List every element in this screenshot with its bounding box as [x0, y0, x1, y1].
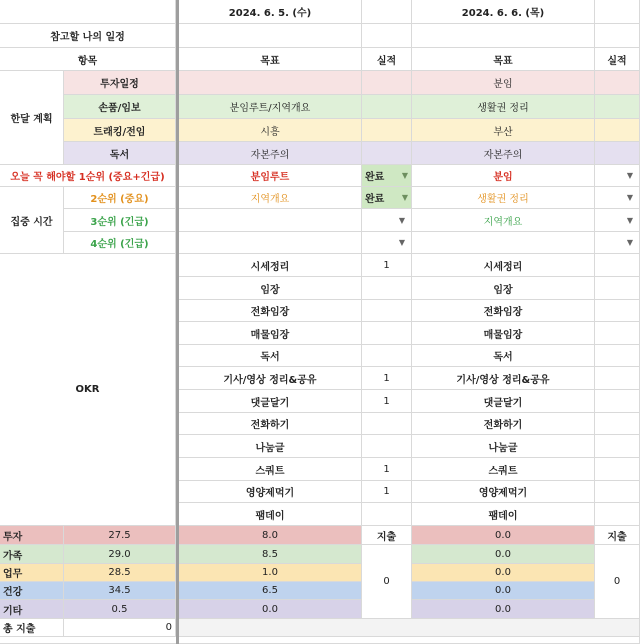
- monthly-goal-cell[interactable]: 자본주의: [179, 142, 362, 165]
- total-expense-value[interactable]: 0: [64, 619, 176, 637]
- okr-goal-cell[interactable]: 시세정리: [179, 254, 362, 277]
- expense-total-2[interactable]: 0: [595, 545, 640, 619]
- okr-goal-cell[interactable]: 전화하기: [179, 413, 362, 435]
- focus-goal-cell[interactable]: 지역개요: [179, 187, 362, 209]
- status-dropdown[interactable]: [362, 232, 412, 254]
- okr-result-cell[interactable]: [595, 503, 640, 526]
- okr-result-cell[interactable]: [595, 413, 640, 435]
- expense-day-value[interactable]: 8.0: [179, 526, 362, 545]
- okr-goal-cell[interactable]: 전화하기: [412, 413, 595, 435]
- date-header-1[interactable]: 2024. 6. 5. (수): [179, 0, 362, 24]
- okr-result-cell[interactable]: 1: [362, 390, 412, 413]
- okr-goal-cell[interactable]: 전화임장: [412, 300, 595, 322]
- dropdown-arrow-icon[interactable]: ▼: [401, 171, 408, 180]
- goal-header-1[interactable]: 목표: [179, 48, 362, 71]
- focus-goal-cell[interactable]: [412, 232, 595, 254]
- dropdown-arrow-icon[interactable]: ▼: [398, 238, 405, 247]
- cell[interactable]: [362, 24, 412, 48]
- focus-goal-cell[interactable]: 생활권 정리: [412, 187, 595, 209]
- expense-label-2[interactable]: 지출: [595, 526, 640, 545]
- blank-cell[interactable]: [595, 0, 640, 24]
- monthly-result-cell[interactable]: [362, 95, 412, 119]
- okr-result-cell[interactable]: [362, 413, 412, 435]
- column-divider: [176, 0, 179, 644]
- result-header-2[interactable]: 실적: [595, 48, 640, 71]
- monthly-goal-cell[interactable]: 분임루트/지역개요: [179, 95, 362, 119]
- date-header-2[interactable]: 2024. 6. 6. (목): [412, 0, 595, 24]
- okr-result-cell[interactable]: 1: [362, 367, 412, 390]
- okr-goal-cell[interactable]: 댓글달기: [412, 390, 595, 413]
- monthly-result-cell[interactable]: [595, 142, 640, 165]
- okr-result-cell[interactable]: [362, 503, 412, 526]
- okr-goal-cell[interactable]: 기사/영상 정리&공유: [412, 367, 595, 390]
- expense-value[interactable]: 34.5: [64, 582, 176, 600]
- focus-row-name[interactable]: 3순위 (긴급): [64, 209, 176, 232]
- okr-result-cell[interactable]: 1: [362, 254, 412, 277]
- expense-day-value[interactable]: 0.0: [412, 526, 595, 545]
- monthly-goal-cell[interactable]: 부산: [412, 119, 595, 142]
- okr-result-cell[interactable]: [362, 435, 412, 458]
- okr-result-cell[interactable]: 1: [362, 458, 412, 481]
- okr-result-cell[interactable]: [595, 481, 640, 503]
- status-dropdown[interactable]: [595, 187, 640, 209]
- status-dropdown[interactable]: [595, 232, 640, 254]
- okr-result-cell[interactable]: [595, 458, 640, 481]
- status-dropdown[interactable]: [595, 209, 640, 232]
- expense-category[interactable]: 업무: [0, 564, 64, 582]
- focus-goal-cell[interactable]: [179, 232, 362, 254]
- corner-cell[interactable]: [0, 0, 176, 24]
- item-header[interactable]: 항목: [0, 48, 176, 71]
- monthly-plan-label[interactable]: 한달 계획: [0, 71, 64, 165]
- okr-goal-cell[interactable]: 스쿼트: [179, 458, 362, 481]
- monthly-result-cell[interactable]: [362, 119, 412, 142]
- dropdown-arrow-icon[interactable]: ▼: [626, 238, 633, 247]
- okr-result-cell[interactable]: [595, 254, 640, 277]
- expense-value[interactable]: 27.5: [64, 526, 176, 545]
- monthly-result-cell[interactable]: [362, 71, 412, 95]
- status-dropdown[interactable]: [362, 187, 412, 209]
- okr-goal-cell[interactable]: 나눔글: [412, 435, 595, 458]
- dropdown-arrow-icon[interactable]: ▼: [626, 193, 633, 202]
- okr-result-cell[interactable]: [595, 345, 640, 367]
- monthly-goal-cell[interactable]: 분임: [412, 71, 595, 95]
- monthly-result-cell[interactable]: [595, 95, 640, 119]
- today-goal-cell[interactable]: 분임: [412, 165, 595, 187]
- result-header-1[interactable]: 실적: [362, 48, 412, 71]
- dropdown-arrow-icon[interactable]: ▼: [626, 171, 633, 180]
- expense-category[interactable]: 기타: [0, 600, 64, 619]
- okr-result-cell[interactable]: [595, 435, 640, 458]
- okr-goal-cell[interactable]: 나눔글: [179, 435, 362, 458]
- monthly-row-name[interactable]: 투자일정: [64, 71, 176, 95]
- status-value: 완료: [365, 172, 385, 183]
- expense-total-1[interactable]: 0: [362, 545, 412, 619]
- okr-goal-cell[interactable]: 전화임장: [179, 300, 362, 322]
- dropdown-arrow-icon[interactable]: ▼: [626, 215, 633, 225]
- empty-cell[interactable]: [179, 619, 640, 637]
- okr-label[interactable]: OKR: [0, 254, 176, 526]
- today-priority-label[interactable]: 오늘 꼭 해야할 1순위 (중요+긴급): [0, 165, 176, 187]
- expense-label-1[interactable]: 지출: [362, 526, 412, 545]
- monthly-goal-cell[interactable]: 자본주의: [412, 142, 595, 165]
- focus-time-label[interactable]: 집중 시간: [0, 187, 64, 254]
- okr-result-cell[interactable]: [595, 367, 640, 390]
- dropdown-arrow-icon[interactable]: ▼: [401, 193, 408, 202]
- okr-result-cell[interactable]: [362, 300, 412, 322]
- status-dropdown[interactable]: [362, 209, 412, 232]
- expense-category[interactable]: 투자: [0, 526, 64, 545]
- okr-result-cell[interactable]: [595, 300, 640, 322]
- okr-result-cell[interactable]: [595, 390, 640, 413]
- monthly-result-cell[interactable]: [362, 142, 412, 165]
- focus-goal-cell[interactable]: 지역개요: [412, 209, 595, 232]
- expense-category[interactable]: 가족: [0, 545, 64, 564]
- okr-goal-cell[interactable]: 댓글달기: [179, 390, 362, 413]
- blank-cell[interactable]: [362, 0, 412, 24]
- goal-header-2[interactable]: 목표: [412, 48, 595, 71]
- expense-category[interactable]: 건강: [0, 582, 64, 600]
- ref-schedule-label[interactable]: 참고할 나의 일정: [0, 24, 176, 48]
- focus-goal-cell[interactable]: [179, 209, 362, 232]
- focus-row-name[interactable]: 4순위 (긴급): [64, 232, 176, 254]
- monthly-row-name[interactable]: 독서: [64, 142, 176, 165]
- monthly-row-name[interactable]: 트래킹/전임: [64, 119, 176, 142]
- okr-result-cell[interactable]: 1: [362, 481, 412, 503]
- okr-goal-cell[interactable]: 팸데이: [412, 503, 595, 526]
- okr-goal-cell[interactable]: 독서: [412, 345, 595, 367]
- monthly-row-name[interactable]: 손품/임보: [64, 95, 176, 119]
- expense-day-value[interactable]: 0.0: [412, 582, 595, 600]
- okr-goal-cell[interactable]: 매물임장: [412, 322, 595, 345]
- status-dropdown[interactable]: [362, 165, 412, 187]
- expense-day-value[interactable]: 0.0: [179, 600, 362, 619]
- okr-result-cell[interactable]: [362, 322, 412, 345]
- expense-value[interactable]: 0.5: [64, 600, 176, 619]
- focus-row-name[interactable]: 2순위 (중요): [64, 187, 176, 209]
- monthly-goal-cell[interactable]: 생활권 정리: [412, 95, 595, 119]
- monthly-result-cell[interactable]: [595, 119, 640, 142]
- expense-day-value[interactable]: 0.0: [412, 564, 595, 582]
- okr-goal-cell[interactable]: 영양제먹기: [179, 481, 362, 503]
- cell[interactable]: [179, 24, 362, 48]
- monthly-goal-cell[interactable]: 시흥: [179, 119, 362, 142]
- today-goal-cell[interactable]: 분임루트: [179, 165, 362, 187]
- cell[interactable]: [595, 24, 640, 48]
- okr-goal-cell[interactable]: 임장: [179, 277, 362, 300]
- cell[interactable]: [412, 24, 595, 48]
- okr-goal-cell[interactable]: 스쿼트: [412, 458, 595, 481]
- okr-goal-cell[interactable]: 팸데이: [179, 503, 362, 526]
- okr-goal-cell[interactable]: 기사/영상 정리&공유: [179, 367, 362, 390]
- okr-result-cell[interactable]: [362, 277, 412, 300]
- expense-day-value[interactable]: 0.0: [412, 545, 595, 564]
- expense-day-value[interactable]: 0.0: [412, 600, 595, 619]
- empty-cell[interactable]: [0, 637, 640, 644]
- dropdown-arrow-icon[interactable]: ▼: [398, 215, 405, 225]
- okr-goal-cell[interactable]: 영양제먹기: [412, 481, 595, 503]
- okr-goal-cell[interactable]: 독서: [179, 345, 362, 367]
- okr-result-cell[interactable]: [595, 322, 640, 345]
- okr-goal-cell[interactable]: 시세정리: [412, 254, 595, 277]
- expense-day-value[interactable]: 8.5: [179, 545, 362, 564]
- expense-day-value[interactable]: 6.5: [179, 582, 362, 600]
- total-expense-label[interactable]: 총 지출: [0, 619, 64, 637]
- expense-value[interactable]: 28.5: [64, 564, 176, 582]
- status-value: 완료: [365, 194, 385, 205]
- status-dropdown[interactable]: [595, 165, 640, 187]
- monthly-goal-cell[interactable]: [179, 71, 362, 95]
- okr-result-cell[interactable]: [595, 277, 640, 300]
- expense-day-value[interactable]: 1.0: [179, 564, 362, 582]
- okr-result-cell[interactable]: [362, 345, 412, 367]
- okr-goal-cell[interactable]: 임장: [412, 277, 595, 300]
- monthly-result-cell[interactable]: [595, 71, 640, 95]
- expense-value[interactable]: 29.0: [64, 545, 176, 564]
- okr-goal-cell[interactable]: 매물임장: [179, 322, 362, 345]
